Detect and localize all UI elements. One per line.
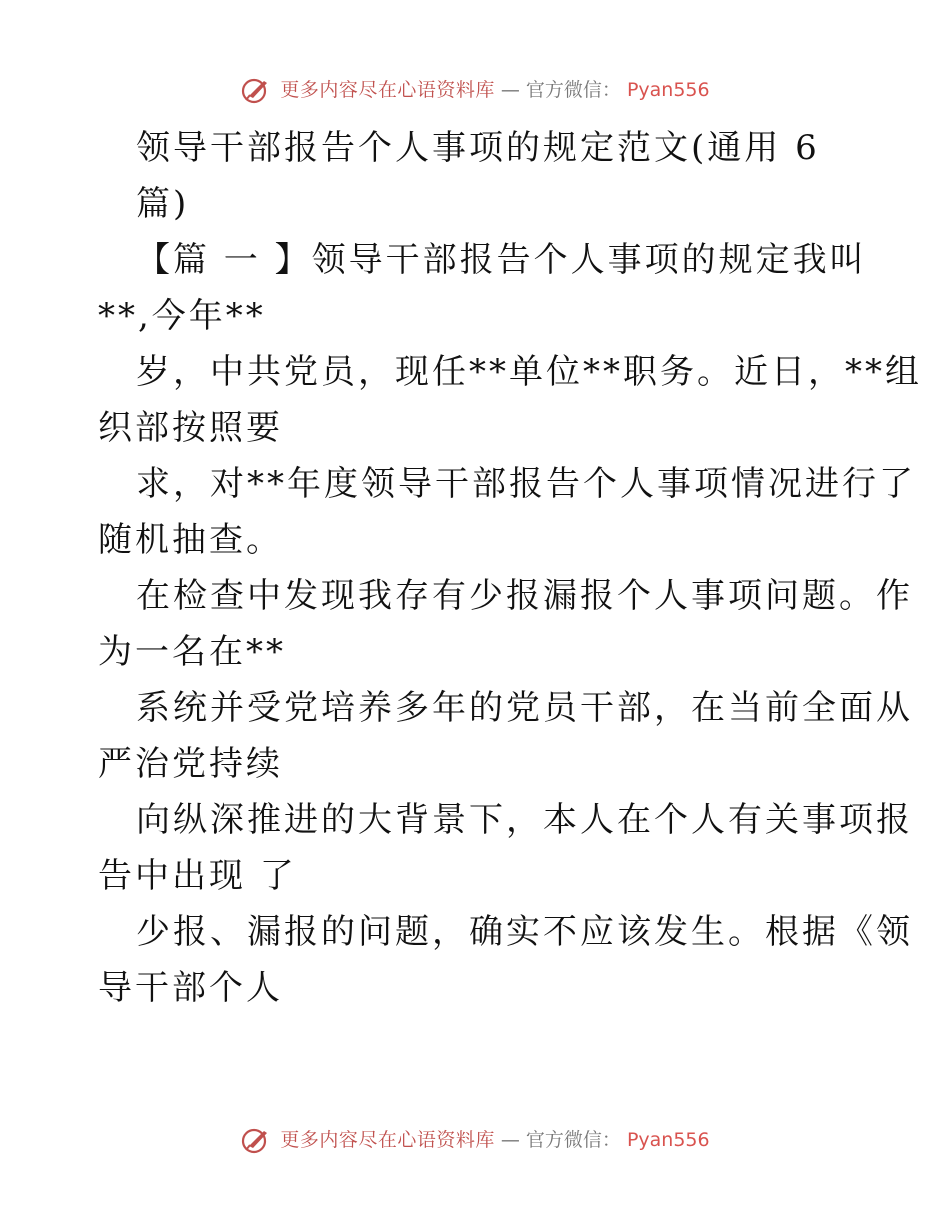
watermark-wechat-label: 官方微信： — [525, 1129, 621, 1151]
watermark-brand: 更多内容尽在心语资料库 — [280, 79, 495, 101]
paragraph-line: 严治党持续 — [98, 744, 283, 784]
paragraph-line: 在检查中发现我存有少报漏报个人事项问题。作 — [136, 576, 913, 616]
paragraph-line: 导干部个人 — [98, 968, 283, 1008]
quill-logo-icon — [240, 1126, 274, 1154]
footer-watermark — [0, 1126, 950, 1154]
paragraph-line: 系统并受党培养多年的党员干部，在当前全面从 — [136, 688, 913, 728]
paragraph-line: 织部按照要 — [98, 408, 283, 448]
document-title-line-1: 领导干部报告个人事项的规定范文(通用 6 — [136, 128, 820, 168]
watermark-wechat-id: Pyan556 — [626, 1129, 710, 1151]
paragraph-line: 向纵深推进的大背景下，本人在个人有关事项报 — [136, 800, 913, 840]
document-body — [98, 120, 922, 1016]
watermark-wechat-id: Pyan556 — [626, 79, 710, 101]
paragraph-line: 求，对**年度领导干部报告个人事项情况进行了 — [136, 464, 916, 504]
watermark-brand: 更多内容尽在心语资料库 — [280, 1129, 495, 1151]
quill-logo-icon — [240, 76, 274, 104]
watermark-wechat-label: 官方微信： — [525, 79, 621, 101]
document-title-line-2: 篇) — [136, 184, 190, 224]
paragraph-line: 随机抽查。 — [98, 520, 283, 560]
paragraph-line: 为一名在** — [98, 632, 286, 672]
paragraph-line: 【篇 一 】领导干部报告个人事项的规定我叫 — [136, 240, 867, 280]
paragraph-line: 岁，中共党员，现任**单位**职务。近日，**组 — [136, 352, 922, 392]
paragraph-line: 少报、漏报的问题，确实不应该发生。根据《领 — [136, 912, 913, 952]
watermark-dash: — — [500, 1129, 520, 1151]
header-watermark — [0, 76, 950, 104]
paragraph-line: 告中出现 了 — [98, 856, 297, 896]
paragraph-line: **,今年** — [98, 296, 266, 336]
watermark-dash: — — [500, 79, 520, 101]
